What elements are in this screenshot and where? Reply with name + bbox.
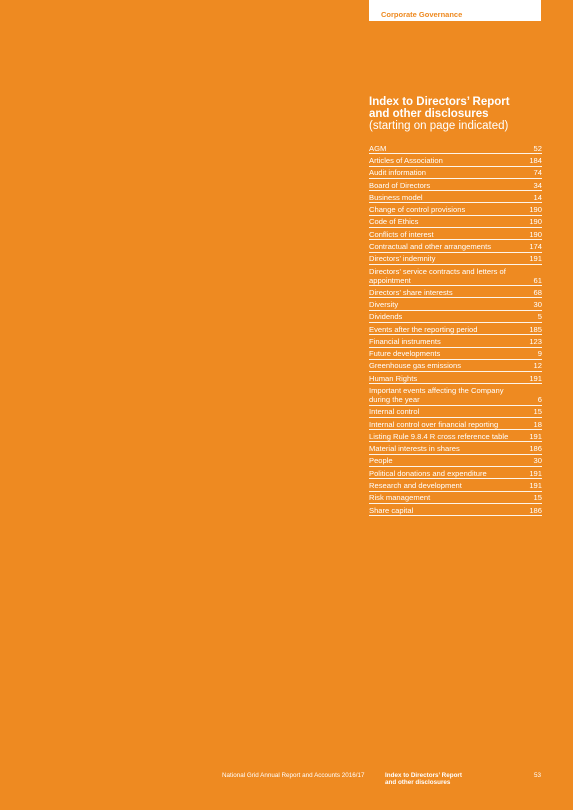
index-list bbox=[369, 142, 542, 516]
index-entry-label: Change of control provisions bbox=[369, 205, 466, 215]
index-row[interactable] bbox=[369, 240, 542, 252]
index-row[interactable] bbox=[369, 311, 542, 323]
index-entry-label: Diversity bbox=[369, 300, 399, 310]
index-entry-label: Important events affecting the Company during the year bbox=[369, 386, 504, 405]
index-row[interactable] bbox=[369, 504, 542, 516]
index-entry-page: 74 bbox=[533, 168, 542, 178]
index-entry-page: 5 bbox=[537, 312, 542, 322]
index-row[interactable] bbox=[369, 430, 542, 442]
index-entry-label: Internal control over financial reporting bbox=[369, 419, 499, 429]
index-entry-page: 6 bbox=[537, 395, 542, 405]
index-row[interactable] bbox=[369, 179, 542, 191]
index-row[interactable] bbox=[369, 228, 542, 240]
index-entry-label: Internal control bbox=[369, 407, 420, 417]
footer-section-title bbox=[385, 772, 462, 787]
index-entry-label: Events after the reporting period bbox=[369, 324, 478, 334]
index-entry-page: 185 bbox=[529, 324, 542, 334]
index-entry-page: 191 bbox=[529, 254, 542, 264]
index-entry-page: 52 bbox=[533, 143, 542, 153]
index-entry-label: Dividends bbox=[369, 312, 403, 322]
index-entry-label: Risk management bbox=[369, 493, 431, 503]
index-entry-page: 9 bbox=[537, 349, 542, 359]
index-entry-page: 15 bbox=[533, 493, 542, 503]
index-entry-label: Political donations and expenditure bbox=[369, 468, 487, 478]
index-entry-page: 30 bbox=[533, 456, 542, 466]
index-entry-page: 15 bbox=[533, 407, 542, 417]
index-entry-label: Conflicts of interest bbox=[369, 229, 434, 239]
index-row[interactable] bbox=[369, 286, 542, 298]
index-row[interactable] bbox=[369, 418, 542, 430]
footer-report-name: National Grid Annual Report and Accounts 2016/17 bbox=[222, 772, 365, 779]
index-entry-label: Material interests in shares bbox=[369, 444, 460, 454]
index-entry-label: Directors’ share interests bbox=[369, 287, 453, 297]
index-row[interactable] bbox=[369, 442, 542, 454]
index-entry-page: 123 bbox=[529, 336, 542, 346]
index-entry-label: Research and development bbox=[369, 481, 462, 490]
footer-section-line2: and other disclosures bbox=[385, 779, 451, 787]
page-title-line2: and other disclosures bbox=[369, 108, 489, 120]
index-entry-label: Code of Ethics bbox=[369, 217, 419, 227]
footer-section-line1: Index to Directors’ Report bbox=[385, 772, 462, 779]
index-entry-label: Greenhouse gas emissions bbox=[369, 361, 462, 371]
index-entry-label: Audit information bbox=[369, 168, 426, 178]
index-entry-label: Board of Directors bbox=[369, 180, 431, 190]
section-tab-label: Corporate Governance bbox=[381, 10, 463, 19]
index-entry-page: 191 bbox=[529, 468, 542, 478]
page-subtitle: (starting on page indicated) bbox=[369, 120, 509, 132]
index-row[interactable] bbox=[369, 167, 542, 179]
index-entry-page: 186 bbox=[529, 505, 542, 515]
index-entry-label: Articles of Association bbox=[369, 155, 443, 165]
index-row[interactable] bbox=[369, 154, 542, 166]
index-row[interactable] bbox=[369, 323, 542, 335]
index-row[interactable] bbox=[369, 406, 542, 418]
index-entry-label: Human Rights bbox=[369, 373, 418, 383]
index-entry-page: 190 bbox=[529, 205, 542, 215]
index-row[interactable] bbox=[369, 467, 542, 479]
page-heading bbox=[369, 96, 544, 132]
index-row[interactable] bbox=[369, 191, 542, 203]
index-entry-page: 184 bbox=[529, 155, 542, 165]
section-tab bbox=[369, 0, 541, 21]
index-entry-label: Future developments bbox=[369, 349, 441, 359]
index-entry-label: Financial instruments bbox=[369, 336, 441, 346]
index-entry-page: 61 bbox=[533, 275, 542, 285]
index-entry-page: 174 bbox=[529, 241, 542, 251]
index-entry-page: 14 bbox=[533, 192, 542, 202]
index-row[interactable] bbox=[369, 142, 542, 154]
index-entry-page: 18 bbox=[533, 419, 542, 429]
index-row[interactable] bbox=[369, 335, 542, 347]
index-entry-page: 191 bbox=[529, 431, 542, 441]
index-entry-label: Directors’ indemnity bbox=[369, 254, 436, 264]
index-entry-page: 190 bbox=[529, 229, 542, 239]
index-entry-label: Business model bbox=[369, 192, 423, 202]
index-entry-label: Contractual and other arrangements bbox=[369, 241, 491, 251]
index-entry-label: Directors’ service contracts and letters of appointment bbox=[369, 266, 506, 285]
index-entry-page: 34 bbox=[533, 180, 542, 190]
index-row[interactable] bbox=[369, 216, 542, 228]
index-row[interactable] bbox=[369, 253, 542, 265]
index-entry-label: People bbox=[369, 456, 393, 466]
index-entry-label: Share capital bbox=[369, 505, 414, 515]
index-row[interactable] bbox=[369, 360, 542, 372]
index-row[interactable] bbox=[369, 492, 542, 504]
index-entry-page: 68 bbox=[533, 287, 542, 297]
index-row[interactable] bbox=[369, 298, 542, 310]
index-entry-page: 190 bbox=[529, 217, 542, 227]
index-row[interactable] bbox=[369, 203, 542, 215]
index-row[interactable] bbox=[369, 455, 542, 467]
index-entry-page: 191 bbox=[529, 481, 542, 490]
index-row[interactable] bbox=[369, 348, 542, 360]
footer-page-number: 53 bbox=[533, 772, 541, 779]
index-row[interactable] bbox=[369, 479, 542, 491]
index-entry-page: 30 bbox=[533, 300, 542, 310]
index-row[interactable] bbox=[369, 265, 542, 286]
index-entry-page: 186 bbox=[529, 444, 542, 454]
index-entry-page: 12 bbox=[533, 361, 542, 371]
page-title-line1: Index to Directors’ Report bbox=[369, 96, 510, 108]
index-entry-page: 191 bbox=[529, 373, 542, 383]
index-row[interactable] bbox=[369, 384, 542, 405]
index-row[interactable] bbox=[369, 372, 542, 384]
index-entry-label: Listing Rule 9.8.4 R cross reference table bbox=[369, 431, 509, 441]
index-entry-label: AGM bbox=[369, 143, 387, 153]
